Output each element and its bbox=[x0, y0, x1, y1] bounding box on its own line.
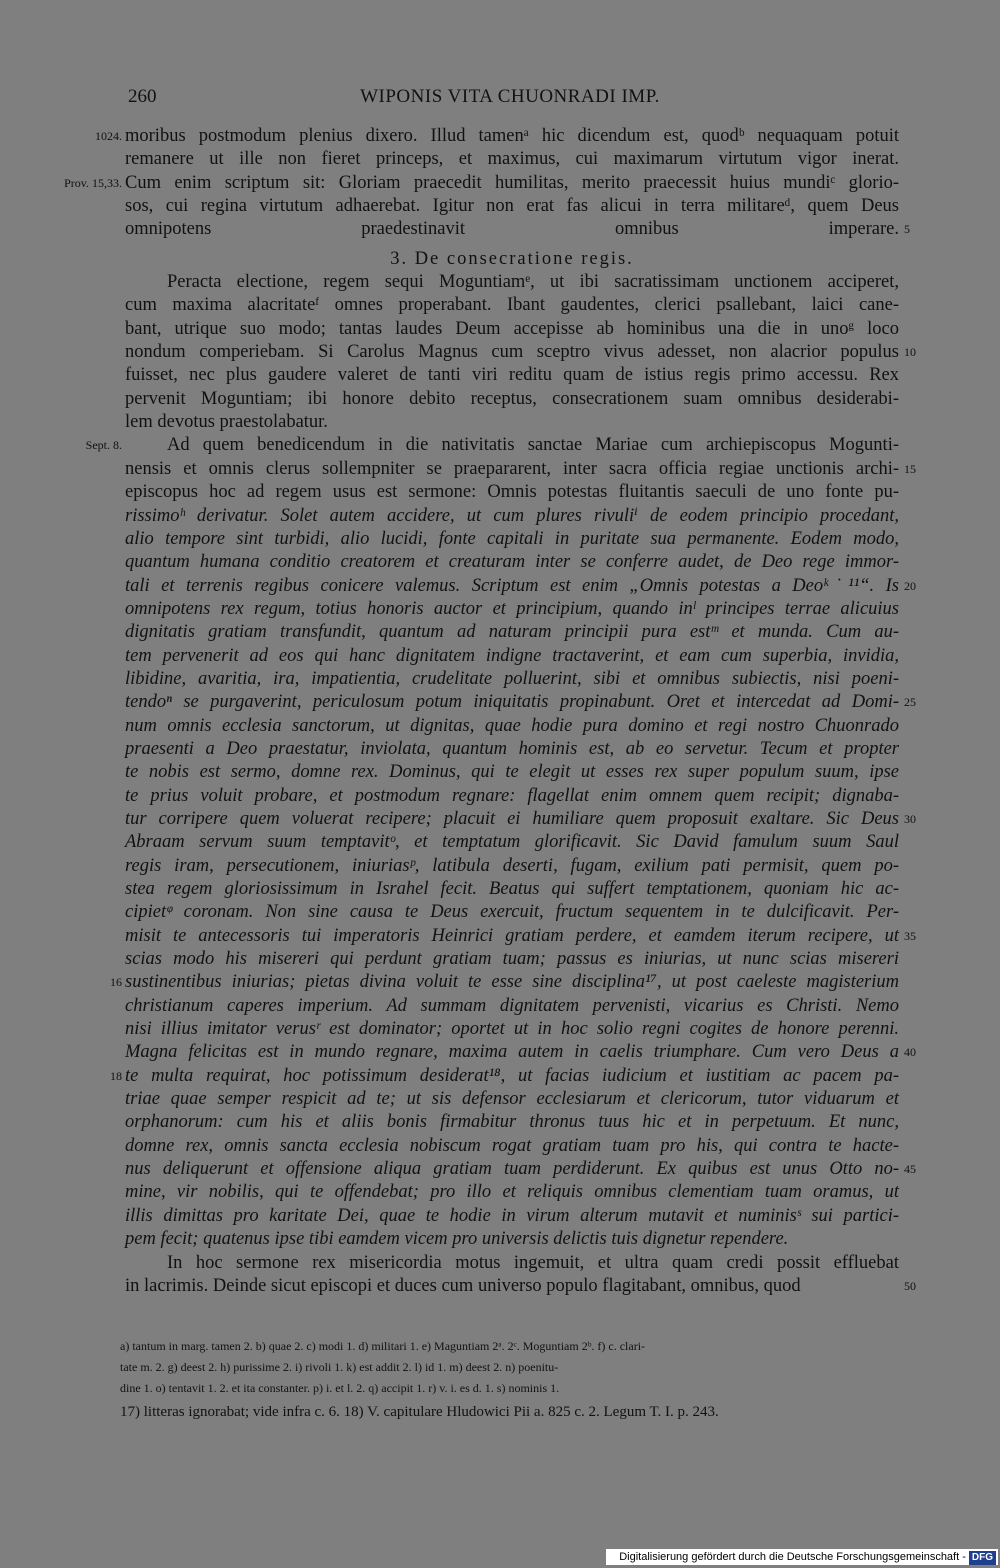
left-margin-note: 16 bbox=[110, 975, 122, 990]
line-text: misit te antecessoris tui imperatoris Heinrici gratiam perdere, et eamdem iterum recipere, ut bbox=[125, 925, 899, 946]
text-line bbox=[0, 738, 1000, 761]
text-line bbox=[0, 831, 1000, 854]
text-line bbox=[0, 691, 1000, 714]
line-number: 30 bbox=[904, 811, 916, 826]
line-text: omnipotens praedestinavit omnibus imperare. bbox=[125, 219, 899, 240]
line-number: 45 bbox=[904, 1162, 916, 1177]
section-heading bbox=[0, 248, 1000, 271]
line-text: praesenti a Deo praestatur, inviolata, quantum hominis est, ab eo servetur. Tecum et propter bbox=[125, 738, 899, 759]
line-text: christianum caperes imperium. Ad summam dignitatem pervenisti, vicarius es Christi. Nemo bbox=[125, 995, 899, 1016]
line-text: pervenit Moguntiam; ibi honore debito receptus, consecrationem suam omnibus desiderabi- bbox=[125, 388, 899, 409]
line-number: 50 bbox=[904, 1278, 916, 1293]
banner-text: Digitalisierung gefördert durch die Deutsche Forschungsgemeinschaft - bbox=[619, 1551, 966, 1563]
text-line bbox=[0, 125, 1000, 148]
line-text: regis iram, persecutionem, iniuriasᵖ, latibula deserti, fugam, exilium pati permisit, quem po- bbox=[125, 855, 899, 876]
text-line bbox=[0, 971, 1000, 994]
left-margin-note: 1024. bbox=[95, 129, 122, 143]
line-text: tem pervenerit ad eos qui hanc dignitatem indigne tractaverint, et eam cum superbia, invidia, bbox=[125, 645, 899, 666]
line-text: te multa requirat, hoc potissimum desiderat¹⁸, ut facias iudicium et iustitiam ac pacem pa- bbox=[125, 1065, 899, 1086]
text-line bbox=[0, 715, 1000, 738]
text-line bbox=[0, 668, 1000, 691]
line-text: mine, vir nobilis, qui te offendebat; pro illo et reliquis omnibus clementiam tuam oramus, ut bbox=[125, 1182, 899, 1203]
line-number: 5 bbox=[904, 222, 910, 237]
line-text: domne rex, omnis sancta ecclesia nobiscum rogat gratiam tuam pro his, qui contra te hacte- bbox=[125, 1135, 899, 1156]
text-line bbox=[0, 458, 1000, 481]
text-line bbox=[0, 901, 1000, 924]
text-line bbox=[0, 341, 1000, 364]
text-line bbox=[0, 1275, 1000, 1298]
left-margin-note: 18 bbox=[110, 1068, 122, 1083]
text-line bbox=[0, 1205, 1000, 1228]
text-line bbox=[0, 172, 1000, 195]
text-line bbox=[0, 785, 1000, 808]
text-line bbox=[0, 294, 1000, 317]
text-line bbox=[0, 598, 1000, 621]
line-text: quantum humana conditio creatorem et creaturam inter se conferre audet, de Deo rege immor- bbox=[125, 552, 899, 573]
text-line bbox=[0, 388, 1000, 411]
page-header bbox=[120, 86, 900, 110]
dfg-logo-icon: DFG bbox=[969, 1551, 996, 1565]
text-line bbox=[0, 505, 1000, 528]
text-line bbox=[0, 1181, 1000, 1204]
funding-banner bbox=[606, 1549, 998, 1565]
text-line bbox=[0, 364, 1000, 387]
text-line bbox=[0, 645, 1000, 668]
line-text: pem fecit; quatenus ipse tibi eamdem vicem pro universis delictis tuis dignetur rependere. bbox=[125, 1229, 789, 1250]
main-text bbox=[0, 125, 1000, 1298]
line-number: 25 bbox=[904, 695, 916, 710]
text-line bbox=[0, 855, 1000, 878]
text-line bbox=[0, 148, 1000, 171]
text-line bbox=[0, 808, 1000, 831]
text-line bbox=[0, 925, 1000, 948]
line-text: tur corripere quem voluerat recipere; placuit ei humiliare quem proposuit exaltare. Sic Deus bbox=[125, 808, 899, 829]
line-text: cum maxima alacritateᶠ omnes properabant. Ibant gaudentes, clerici psallebant, laici cane- bbox=[125, 295, 899, 316]
line-text: bant, utrique suo modo; tantas laudes Deum accepisse ab hominibus una die in unoᵍ loco bbox=[125, 318, 899, 339]
line-text: remanere ut ille non fieret princeps, et maximus, cui maximarum virtutum vigor inerat. bbox=[125, 149, 899, 170]
line-text: Ad quem benedicendum in die nativitatis sanctae Mariae cum archiepiscopus Mogunti- bbox=[167, 435, 899, 456]
line-number: 20 bbox=[904, 578, 916, 593]
line-text: fuisset, nec plus gaudere valeret de tanti viri reditu quam de istius regis primo accessu. Rex bbox=[125, 365, 899, 386]
line-text: illis dimittas pro karitate Dei, quae te hodie in virum alterum mutavit et numinisˢ sui partici- bbox=[125, 1205, 899, 1226]
running-title: WIPONIS VITA CHUONRADI IMP. bbox=[360, 86, 660, 107]
line-text: te prius voluit probare, et postmodum regnare: flagellat enim omnem quem recipit; dignaba- bbox=[125, 785, 899, 806]
footnotes: 17) litteras ignorabat; vide infra c. 6. 18) V. capitulare Hludowici Pii a. 825 c. 2. Legum T. I. p. 243. bbox=[120, 1404, 719, 1420]
line-text: cipietᵠ coronam. Non sine causa te Deus exercuit, fructum sequentem in te dulcificavit. Per- bbox=[125, 902, 899, 923]
line-text: nondum comperiebam. Si Carolus Magnus cum sceptro vivus adesset, non alacrior populus bbox=[125, 342, 899, 363]
line-text: omnipotens rex regum, totius honoris auctor et principium, quando inˡ principes terrae alicuius bbox=[125, 598, 899, 619]
text-line bbox=[0, 575, 1000, 598]
text-line bbox=[0, 1111, 1000, 1134]
text-line bbox=[0, 318, 1000, 341]
line-text: Magna felicitas est in mundo regnare, maxima autem in caelis triumphare. Cum vero Deus a bbox=[125, 1042, 899, 1063]
line-text: orphanorum: cum his et aliis bonis firmabitur thronus tuus hic et in perpetuum. Et nunc, bbox=[125, 1112, 899, 1133]
line-text: 3. De consecratione regis. bbox=[390, 248, 634, 269]
line-text: nus deliquerunt et offensione aliqua gratiam tuam perdiderunt. Ex quibus est unus Otto no- bbox=[125, 1159, 899, 1180]
left-margin-note: Sept. 8. bbox=[85, 438, 122, 453]
line-text: alio tempore sint turbidi, alio lucidi, fonte capitali in puritate sua permanente. Eodem modo, bbox=[125, 528, 899, 549]
line-text: tendoⁿ se purgaverint, periculosum potum iniquitatis propinabunt. Oret et intercedat ad Domi- bbox=[125, 692, 899, 713]
line-text: nensis et omnis clerus sollempniter se praepararent, inter sacra officia regiae unctionis archi- bbox=[125, 458, 899, 479]
line-text: Peracta electione, regem sequi Moguntiamᵉ, ut ibi sacratissimam unctionem acciperet, bbox=[167, 272, 899, 293]
line-text: lem devotus praestolabatur. bbox=[125, 412, 328, 433]
text-line bbox=[0, 1065, 1000, 1088]
line-number: 10 bbox=[904, 345, 916, 360]
text-line bbox=[0, 481, 1000, 504]
line-text: rissimoʰ derivatur. Solet autem accidere, ut cum plures rivuliⁱ de eodem principio procedant, bbox=[125, 505, 899, 526]
critical-apparatus bbox=[120, 1336, 900, 1399]
text-line bbox=[0, 1158, 1000, 1181]
line-text: tali et terrenis regibus conicere valemus. Scriptum est enim „Omnis potestas a Deoᵏ˙¹¹“. Is bbox=[125, 575, 899, 596]
line-text: dignitatis gratiam transfundit, quantum ad naturam principii pura estᵐ et munda. Cum au- bbox=[125, 622, 899, 643]
text-line bbox=[0, 1088, 1000, 1111]
text-line bbox=[0, 195, 1000, 218]
line-text: libidine, avaritia, ira, impatientia, crudelitate polluerint, sibi et omnibus subiectis, nisi poeni- bbox=[125, 668, 899, 689]
line-number: 40 bbox=[904, 1045, 916, 1060]
line-text: scias modo his misereri qui perdunt gratiam tuam; passus es iniurias, ut nunc scias misereri bbox=[125, 949, 899, 970]
text-line bbox=[0, 1252, 1000, 1275]
line-number: 15 bbox=[904, 461, 916, 476]
line-text: te nobis est sermo, domne rex. Dominus, qui te elegit ut esses rex super populum suum, ipse bbox=[125, 762, 899, 783]
line-text: In hoc sermone rex misericordia motus ingemuit, et ultra quam credi possit effluebat bbox=[167, 1252, 899, 1273]
apparatus-line: dine 1. o) tentavit 1. 2. et ita constanter. p) i. et l. 2. q) accipit 1. r) v. i. es d. 1. s) nominis 1. bbox=[120, 1381, 560, 1395]
apparatus-line: a) tantum in marg. tamen 2. b) quae 2. c) modi 1. d) militari 1. e) Maguntiam 2ᵃ. 2ᶜ. Moguntiam 2ᵇ. f) c. clari- bbox=[120, 1339, 646, 1353]
line-text: sustinentibus iniurias; pietas divina voluit te esse sine disciplina¹⁷, ut post caeleste magisterium bbox=[125, 972, 899, 993]
text-line bbox=[0, 995, 1000, 1018]
text-line bbox=[0, 528, 1000, 551]
line-text: episcopus hoc ad regem usus est sermone: Omnis potestas fluitantis saeculi de uno fonte pu- bbox=[125, 482, 899, 503]
line-text: sos, cui regina virtutum adhaerebat. Igitur non erat fas alicui in terra militareᵈ, quem Deus bbox=[125, 196, 899, 217]
line-text: stea regem gloriosissimum in Israhel fecit. Beatus qui suffert temptationem, quoniam hic ac- bbox=[125, 879, 899, 899]
text-line bbox=[0, 761, 1000, 784]
line-text: in lacrimis. Deinde sicut episcopi et duces cum universo populo flagitabant, omnibus, quod bbox=[125, 1275, 801, 1296]
text-line bbox=[0, 271, 1000, 294]
line-text: Cum enim scriptum sit: Gloriam praecedit humilitas, merito praecessit huius mundiᶜ glorio- bbox=[125, 172, 899, 193]
text-line bbox=[0, 551, 1000, 574]
line-text: Abraam servum suum temptavitᵒ, et temptatum glorificavit. Sic David famulum suum Saul bbox=[125, 832, 899, 853]
text-line bbox=[0, 1018, 1000, 1041]
text-line bbox=[0, 1135, 1000, 1158]
line-number: 35 bbox=[904, 928, 916, 943]
line-text: nisi illius imitator verusʳ est dominator; oportet ut in hoc solio regni cogites de honore perenni. bbox=[125, 1019, 899, 1040]
text-line bbox=[0, 1041, 1000, 1064]
line-text: num omnis ecclesia sanctorum, ut dignitas, quae hodie pura domino et regi nostro Chuonrado bbox=[125, 715, 899, 736]
text-line bbox=[0, 948, 1000, 971]
text-line bbox=[0, 1228, 1000, 1251]
text-line bbox=[0, 878, 1000, 901]
text-line bbox=[0, 411, 1000, 434]
text-line bbox=[0, 621, 1000, 644]
text-line bbox=[0, 218, 1000, 241]
line-text: triae quae semper respicit ad te; ut sis defensor ecclesiarum et clericorum, tutor viduarum et bbox=[125, 1089, 899, 1110]
text-line bbox=[0, 434, 1000, 457]
line-text: moribus postmodum plenius dixero. Illud tamenᵃ hic dicendum est, quodᵇ nequaquam potuit bbox=[125, 126, 899, 146]
apparatus-line: tate m. 2. g) deest 2. h) purissime 2. i) rivoli 1. k) est addit 2. l) id 1. m) deest 2. n) poenitu- bbox=[120, 1360, 559, 1374]
left-margin-note: Prov. 15,33. bbox=[64, 175, 122, 190]
page-number: 260 bbox=[128, 86, 157, 107]
